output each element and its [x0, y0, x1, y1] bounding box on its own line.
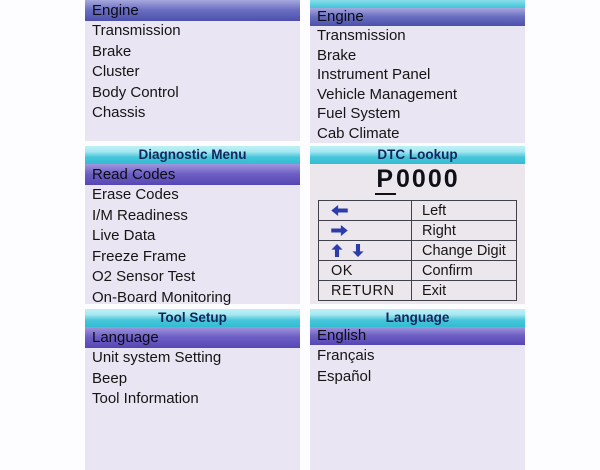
menu-item-cab-climate[interactable]: Cab Climate	[317, 124, 400, 142]
key-cell	[319, 201, 412, 221]
down-arrow-icon	[352, 244, 364, 257]
dtc-code-cursor-digit[interactable]: P	[376, 165, 396, 193]
dtc-code-display[interactable]	[310, 165, 525, 194]
up-arrow-icon	[331, 244, 343, 257]
dtc-code-digits: 0000	[396, 165, 460, 193]
panel-language	[310, 309, 525, 470]
right-arrow-icon	[331, 225, 348, 236]
menu-item-on-board-monitoring[interactable]: On-Board Monitoring	[92, 288, 232, 306]
table-row	[319, 261, 517, 281]
label-cell: Confirm	[412, 261, 517, 281]
label-cell: Change Digit	[412, 241, 517, 261]
panel-title: Tool Setup	[85, 309, 300, 327]
table-row	[319, 201, 517, 221]
menu-item-language-selected[interactable]: Language	[85, 327, 300, 348]
menu-item-francais[interactable]: Français	[317, 347, 375, 364]
cut-off-header-strip	[310, 0, 525, 8]
menu-item-instrument-panel[interactable]: Instrument Panel	[317, 66, 431, 83]
menu-item-brake[interactable]: Brake	[317, 46, 357, 64]
panel-tool-setup	[85, 309, 300, 470]
table-row	[319, 281, 517, 301]
label-cell: Right	[412, 221, 517, 241]
menu-item-freeze-frame[interactable]: Freeze Frame	[92, 247, 187, 265]
menu-item-erase-codes[interactable]: Erase Codes	[92, 186, 179, 203]
menu-item-unit-system-setting[interactable]: Unit system Setting	[92, 349, 222, 366]
key-cell	[319, 241, 412, 261]
panel-diagnostic-menu	[85, 146, 300, 304]
menu-item-read-codes-selected[interactable]: Read Codes	[85, 164, 300, 185]
panel-title: DTC Lookup	[310, 146, 525, 164]
menu-item-im-readiness[interactable]: I/M Readiness	[92, 206, 188, 224]
menu-item-engine-selected[interactable]: Engine	[85, 0, 300, 21]
panel-systems-left	[85, 0, 300, 141]
key-cell-ok: OK	[319, 261, 412, 281]
menu-item-cluster[interactable]: Cluster	[92, 63, 140, 80]
menu-item-espanol[interactable]: Español	[317, 368, 372, 385]
menu-item-english-selected[interactable]: English	[310, 327, 525, 345]
menu-item-brake[interactable]: Brake	[92, 42, 132, 60]
panel-dtc-lookup	[310, 146, 525, 304]
left-arrow-icon	[331, 205, 348, 216]
label-cell: Left	[412, 201, 517, 221]
menu-item-live-data[interactable]: Live Data	[92, 227, 156, 244]
menu-item-fuel-system[interactable]: Fuel System	[317, 105, 401, 122]
menu-item-transmission[interactable]: Transmission	[92, 22, 181, 39]
table-row	[319, 221, 517, 241]
menu-item-body-control[interactable]: Body Control	[92, 83, 179, 101]
menu-item-engine-selected[interactable]: Engine	[310, 8, 525, 26]
panel-title: Language	[310, 309, 525, 327]
panel-systems-right	[310, 0, 525, 143]
panel-title: Diagnostic Menu	[85, 146, 300, 164]
menu-item-transmission[interactable]: Transmission	[317, 27, 406, 44]
dtc-key-legend-table	[318, 200, 517, 301]
key-cell-return: RETURN	[319, 281, 412, 301]
label-cell: Exit	[412, 281, 517, 301]
menu-item-o2-sensor-test[interactable]: O2 Sensor Test	[92, 268, 196, 285]
menu-item-tool-information[interactable]: Tool Information	[92, 390, 199, 407]
menu-item-chassis[interactable]: Chassis	[92, 104, 146, 121]
menu-item-beep[interactable]: Beep	[92, 369, 128, 387]
menu-item-vehicle-management[interactable]: Vehicle Management	[317, 85, 458, 103]
key-cell	[319, 221, 412, 241]
table-row	[319, 241, 517, 261]
